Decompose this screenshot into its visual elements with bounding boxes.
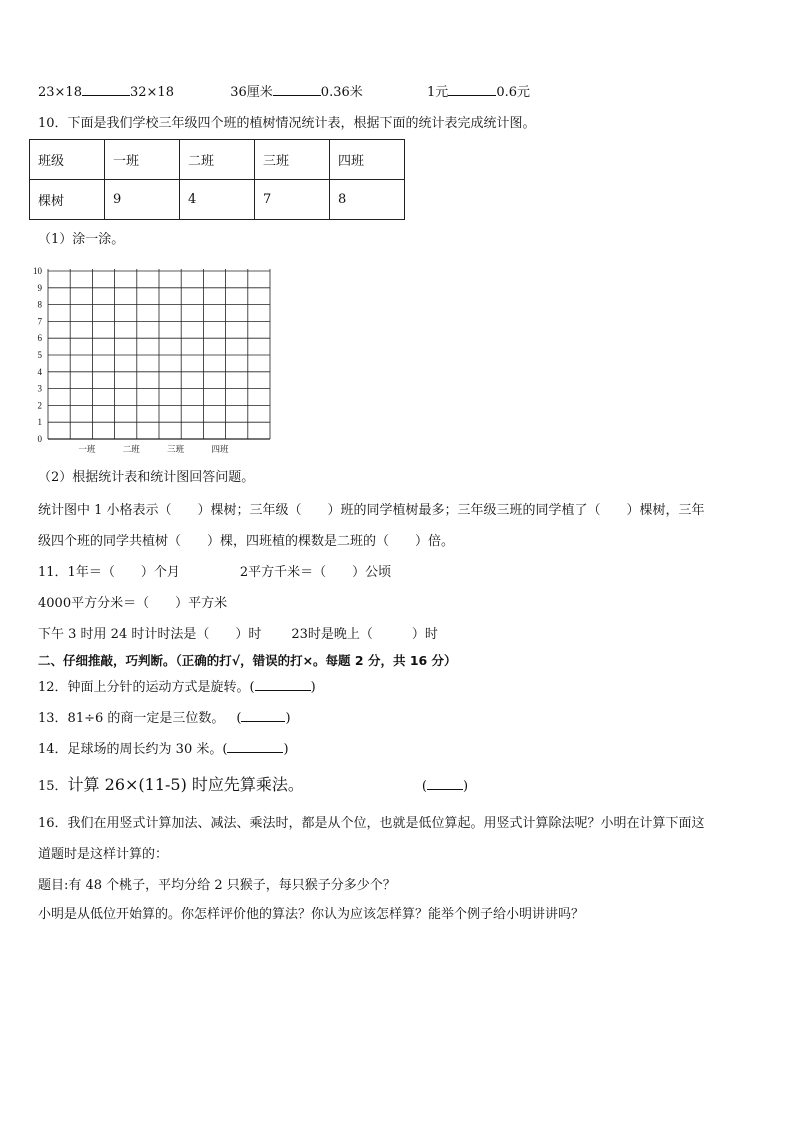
q11-item-area: 2平方千米＝（ ）公顷	[239, 565, 392, 580]
y-tick-label: 7	[37, 316, 42, 327]
answer-blank[interactable]	[82, 83, 130, 96]
table-cell: 4	[180, 180, 255, 220]
y-tick-label: 0	[37, 434, 42, 444]
q16-line4: 小明是从低位开始算的。你怎样评价他的算法？你认为应该怎样算？能举个例子给小明讲讲吗？	[38, 907, 585, 922]
cmp3-left: 1元	[427, 85, 449, 100]
table-header-row	[30, 140, 405, 180]
q15	[38, 776, 468, 796]
cmp1-left: 23×18	[38, 85, 82, 100]
q10-part1: （1）涂一涂。	[38, 232, 125, 247]
paren: (	[421, 779, 427, 794]
q11-line1	[38, 564, 391, 582]
cmp3-right: 0.6元	[496, 85, 530, 100]
section2-heading: 二、仔细推敲，巧判断。（正确的打√，错误的打×。每题 2 分，共 16 分）	[38, 653, 457, 668]
q10-question-line1: 统计图中 1 小格表示（ ）棵树；三年级（ ）班的同学植树最多；三年级三班的同学植了（ ）棵树，三年	[38, 503, 705, 518]
x-category-label: 三班	[167, 445, 185, 455]
q16-line1: 16．我们在用竖式计算加法、减法、乘法时，都是从个位，也就是低位算起。用竖式计算除法呢？小明在计算下面这	[38, 816, 705, 831]
paren: (	[222, 742, 228, 757]
q11-item-year: 11．1年＝（ ）个月	[38, 565, 180, 580]
q11-line3	[38, 626, 438, 644]
table-row	[30, 180, 405, 220]
cmp1-right: 32×18	[129, 85, 174, 100]
q12-text: 12．钟面上分针的运动方式是旋转。	[38, 680, 250, 695]
cmp2-left: 36厘米	[230, 85, 273, 100]
paren: (	[236, 711, 242, 726]
q11-line2: 4000平方分米＝（ ）平方米	[38, 596, 228, 611]
comparison-row	[38, 83, 530, 102]
bar-chart-grid[interactable]	[30, 262, 275, 458]
answer-blank[interactable]	[273, 83, 321, 96]
q11-item-evening: 23时是晚上（ ）时	[291, 627, 438, 642]
y-tick-label: 5	[37, 350, 42, 360]
y-tick-label: 2	[37, 400, 42, 411]
paren: (	[249, 680, 255, 695]
y-tick-label: 8	[37, 299, 42, 310]
answer-blank[interactable]	[255, 678, 311, 691]
y-tick-label: 10	[33, 266, 42, 276]
y-tick-label: 9	[37, 282, 42, 293]
x-category-label: 二班	[122, 445, 140, 455]
q14	[38, 740, 289, 759]
q10-title: 10．下面是我们学校三年级四个班的植树情况统计表，根据下面的统计表完成统计图。	[38, 116, 536, 131]
q16-line3: 题目:有 48 个桃子，平均分给 2 只猴子，每只猴子分多少个？	[38, 878, 396, 893]
q16-line2: 道题时是这样计算的：	[38, 847, 169, 862]
x-category-label: 一班	[78, 445, 96, 455]
table-cell: 三班	[255, 140, 330, 180]
paren: )	[310, 680, 316, 695]
table-cell: 一班	[105, 140, 180, 180]
answer-blank[interactable]	[448, 83, 496, 96]
table-cell: 班级	[30, 140, 105, 180]
q10-question-line2: 级四个班的同学共植树（ ）棵，四班植的棵数是二班的（ ）倍。	[38, 534, 455, 549]
y-tick-label: 1	[37, 417, 42, 428]
q13	[38, 709, 291, 728]
statistics-table	[29, 139, 405, 220]
q10-part2: （2）根据统计表和统计图回答问题。	[38, 470, 255, 485]
q15-text: 计算 26×(11-5) 时应先算乘法。	[67, 775, 304, 794]
q11-item-24h: 下午 3 时用 24 时计时法是（ ）时	[38, 627, 262, 642]
table-cell: 四班	[330, 140, 405, 180]
answer-blank[interactable]	[241, 709, 285, 722]
y-tick-label: 4	[37, 366, 42, 377]
table-cell: 二班	[180, 140, 255, 180]
paren: )	[283, 742, 289, 757]
y-tick-label: 3	[37, 383, 42, 394]
q13-text: 13．81÷6 的商一定是三位数。	[38, 711, 225, 726]
paren: )	[285, 711, 291, 726]
table-cell: 9	[105, 180, 180, 220]
answer-blank[interactable]	[427, 777, 463, 790]
q14-text: 14．足球场的周长约为 30 米。	[38, 742, 223, 757]
x-category-label: 四班	[211, 445, 229, 455]
q15-number: 15．	[38, 779, 68, 794]
table-cell: 棵树	[30, 180, 105, 220]
q12	[38, 678, 316, 697]
y-tick-label: 6	[37, 333, 42, 344]
table-cell: 7	[255, 180, 330, 220]
answer-blank[interactable]	[227, 740, 283, 753]
paren: )	[463, 779, 469, 794]
cmp2-right: 0.36米	[320, 85, 363, 100]
table-cell: 8	[330, 180, 405, 220]
